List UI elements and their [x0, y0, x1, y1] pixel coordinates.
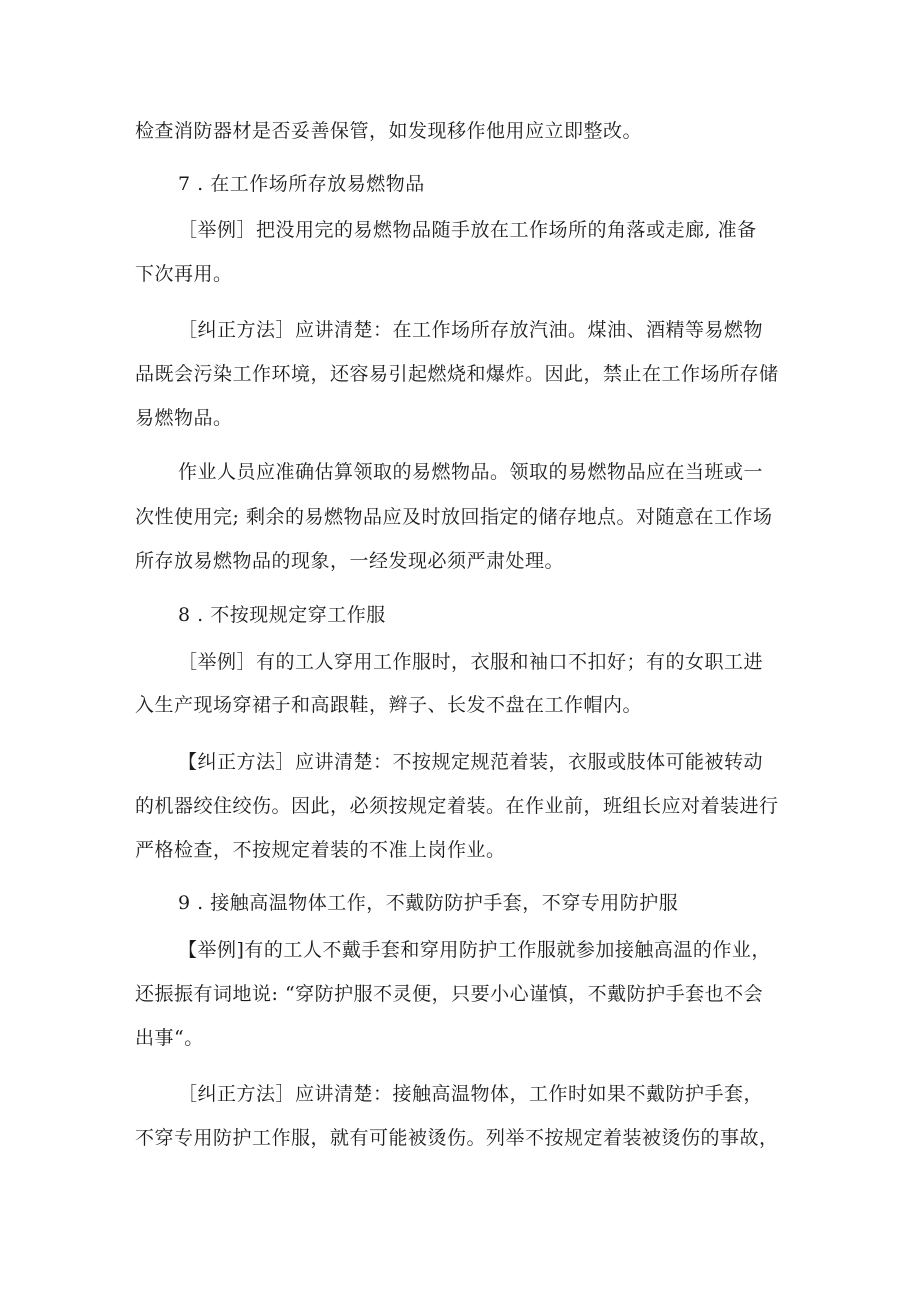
- text-line: 还振振有词地说: “穿防护服不灵便，只要小心谨慎，不戴防护手套也不会: [135, 983, 764, 1005]
- text-line: 所存放易燃物品的现象，一经发现必须严肃处理。: [135, 550, 565, 572]
- section-heading-7: 7 . 在工作场所存放易燃物品: [178, 173, 425, 195]
- text-line: 【纠正方法］应讲清楚：不按规定规范着装，衣服或肢体可能被转动: [178, 751, 764, 773]
- text-line: ［举例］有的工人穿用工作服时，衣服和袖口不扣好；有的女职工进: [178, 651, 764, 673]
- text-line: 检查消防器材是否妥善保管，如发现移作他用应立即整改。: [135, 120, 643, 142]
- text-line: 入生产现场穿裙子和高跟鞋，辫子、长发不盘在工作帽内。: [135, 694, 643, 716]
- text-line: 次性使用完; 剩余的易燃物品应及时放回指定的储存地点。对随意在工作场: [135, 506, 773, 528]
- text-line: 出事“。: [135, 1027, 204, 1049]
- text-line: ［纠正方法］应讲清楚：在工作场所存放汽油。煤油、酒精等易燃物: [178, 319, 764, 341]
- text-line: 的机器绞住绞伤。因此，必须按规定着装。在作业前，班组长应对着装进行: [135, 795, 779, 817]
- text-line: 不穿专用防护工作服，就有可能被烫伤。列举不按规定着装被烫伤的事故，: [135, 1127, 779, 1149]
- text-line: 品既会污染工作环境，还容易引起燃烧和爆炸。因此，禁止在工作场所存储: [135, 363, 779, 385]
- text-line: ［举例］把没用完的易燃物品随手放在工作场所的角落或走廊, 准备: [178, 219, 757, 241]
- text-line: 易燃物品。: [135, 407, 233, 429]
- text-line: 严格检查，不按规定着装的不准上岗作业。: [135, 839, 506, 861]
- text-line: 作业人员应准确估算领取的易燃物品。领取的易燃物品应在当班或一: [178, 461, 764, 483]
- text-line: ［纠正方法］应讲清楚：接触高温物体，工作时如果不戴防护手套，: [178, 1083, 764, 1105]
- section-heading-8: 8 . 不按现规定穿工作服: [178, 604, 386, 626]
- text-line: 下次再用。: [135, 263, 233, 285]
- text-line: 【举例]有的工人不戴手套和穿用防护工作服就参加接触高温的作业，: [178, 939, 771, 961]
- section-heading-9: 9 . 接触高温物体工作，不戴防防护手套，不穿专用防护服: [178, 892, 679, 914]
